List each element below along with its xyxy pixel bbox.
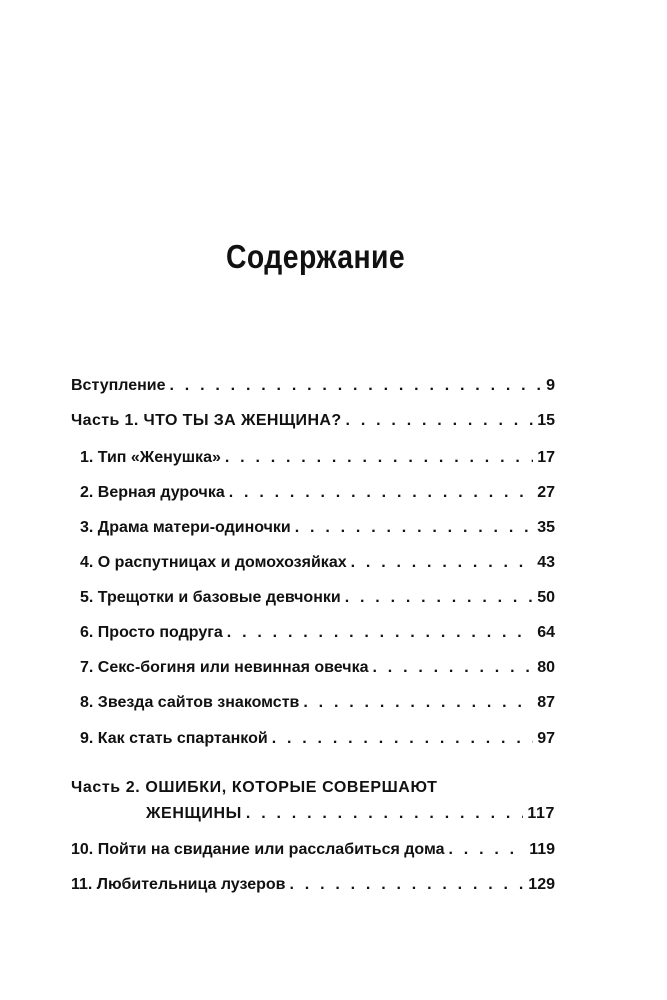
toc-entry-label: 5. Трещотки и базовые девчонки (80, 589, 341, 606)
toc-entry-chapter[interactable] (71, 551, 555, 575)
dot-leader (303, 691, 533, 715)
toc-entry-label: 8. Звезда сайтов знакомств (80, 694, 300, 711)
page-title: Содержание (225, 238, 406, 275)
toc-entry-part2[interactable] (71, 802, 555, 826)
toc-entry-page: 9 (546, 377, 555, 394)
dot-leader (449, 838, 526, 862)
dot-leader (229, 481, 533, 505)
toc-entry-part1[interactable] (71, 409, 555, 433)
toc-entry-page: 129 (528, 876, 555, 893)
toc-entry-page: 15 (537, 412, 555, 429)
toc-entry-chapter[interactable] (71, 838, 555, 862)
toc-entry-label: 7. Секс-богиня или невинная овечка (80, 659, 369, 676)
dot-leader (295, 516, 533, 540)
toc-entry-label: Вступление (71, 377, 166, 394)
toc-entry-chapter[interactable] (71, 621, 555, 645)
toc-entry-intro[interactable] (71, 374, 555, 398)
toc-entry-chapter[interactable] (71, 691, 555, 715)
toc-entry-chapter[interactable] (71, 586, 555, 610)
dot-leader (170, 374, 543, 398)
toc-entry-chapter[interactable] (71, 873, 555, 897)
toc-entry-page: 87 (537, 694, 555, 711)
dot-leader (246, 802, 523, 826)
dot-leader (345, 586, 534, 610)
toc-entry-chapter[interactable] (71, 656, 555, 680)
dot-leader (351, 551, 534, 575)
toc-entry-label: 10. Пойти на свидание или расслабиться дома (71, 841, 445, 858)
toc-entry-page: 50 (537, 589, 555, 606)
toc-entry-page: 64 (537, 624, 555, 641)
toc-entry-part2-title[interactable]: Часть 2. ОШИБКИ, КОТОРЫЕ СОВЕРШАЮТ (71, 779, 438, 796)
toc-entry-label: 3. Драма матери-одиночки (80, 519, 291, 536)
toc-entry-page: 35 (537, 519, 555, 536)
dot-leader (346, 409, 534, 433)
toc-entry-label: 4. О распутницах и домохозяйках (80, 554, 347, 571)
dot-leader (372, 656, 533, 680)
dot-leader (289, 873, 524, 897)
toc-entry-page: 17 (537, 449, 555, 466)
toc-entry-page: 80 (537, 659, 555, 676)
toc-entry-label: ЖЕНЩИНЫ (146, 805, 242, 822)
dot-leader (225, 446, 533, 470)
toc-entry-page: 43 (537, 554, 555, 571)
toc-entry-page: 97 (537, 730, 555, 747)
toc-entry-page: 27 (537, 484, 555, 501)
toc-entry-chapter[interactable] (71, 516, 555, 540)
toc-entry-chapter[interactable] (71, 446, 555, 470)
toc-entry-label: Часть 1. ЧТО ТЫ ЗА ЖЕНЩИНА? (71, 412, 342, 429)
toc-entry-label: 2. Верная дурочка (80, 484, 225, 501)
toc-entry-label: 11. Любительница лузеров (71, 876, 286, 893)
toc-entry-label: 6. Просто подруга (80, 624, 223, 641)
toc-entry-chapter[interactable] (71, 727, 555, 751)
dot-leader (227, 621, 533, 645)
dot-leader (272, 727, 534, 751)
toc-entry-chapter[interactable] (71, 481, 555, 505)
toc-entry-label: 9. Как стать спартанкой (80, 730, 268, 747)
toc-entry-page: 117 (527, 805, 555, 822)
toc-entry-page: 119 (529, 841, 555, 858)
toc-entry-label: 1. Тип «Женушка» (80, 449, 221, 466)
